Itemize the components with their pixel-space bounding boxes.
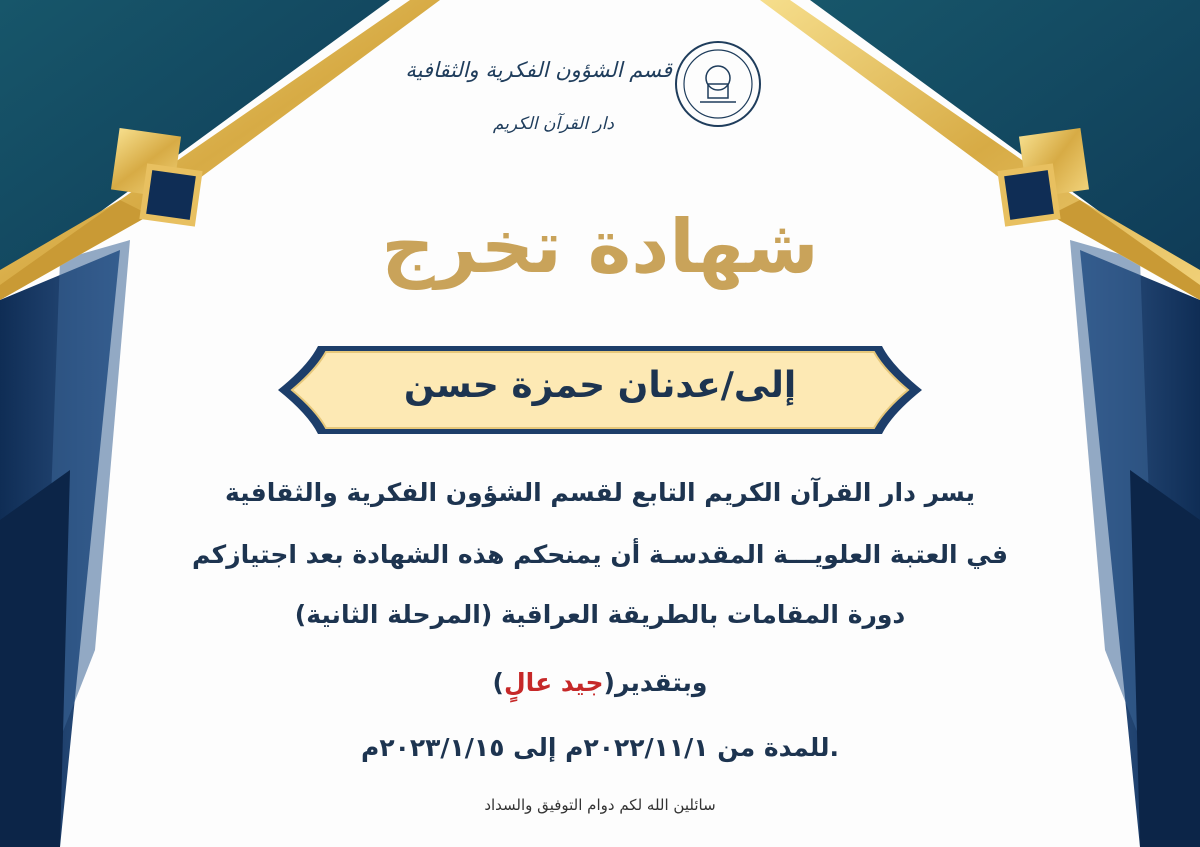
- seal-icon: [672, 38, 764, 130]
- course-name: دورة المقامات بالطريقة العراقية (المرحلة الثانية): [294, 600, 906, 629]
- grade-suffix: ): [492, 668, 504, 697]
- department-name: قسم الشؤون الفكرية والثقافية: [405, 58, 672, 82]
- period-line: للمدة من ٢٠٢٢/١١/١م إلى ٢٠٢٣/١/١٥م.: [361, 733, 839, 762]
- grade-prefix: وبتقدير(: [603, 668, 708, 697]
- division-name: دار القرآن الكريم: [492, 114, 614, 134]
- closing-line: سائلين الله لكم دوام التوفيق والسداد: [484, 796, 716, 814]
- header-logo: [400, 36, 800, 146]
- body-line-2: في العتبة العلويـــة المقدسـة أن يمنحكم هذه الشهادة بعد اجتيازكم: [192, 540, 1008, 569]
- recipient-name: إلى/عدنان حمزة حسن: [403, 365, 797, 406]
- certificate-title: شهادة تخرج: [381, 204, 819, 290]
- grade-value: جيد عالٍ: [503, 668, 604, 697]
- grade-line: [0, 668, 1200, 697]
- body-line-1: يسر دار القرآن الكريم التابع لقسم الشؤون الفكرية والثقافية: [224, 478, 976, 507]
